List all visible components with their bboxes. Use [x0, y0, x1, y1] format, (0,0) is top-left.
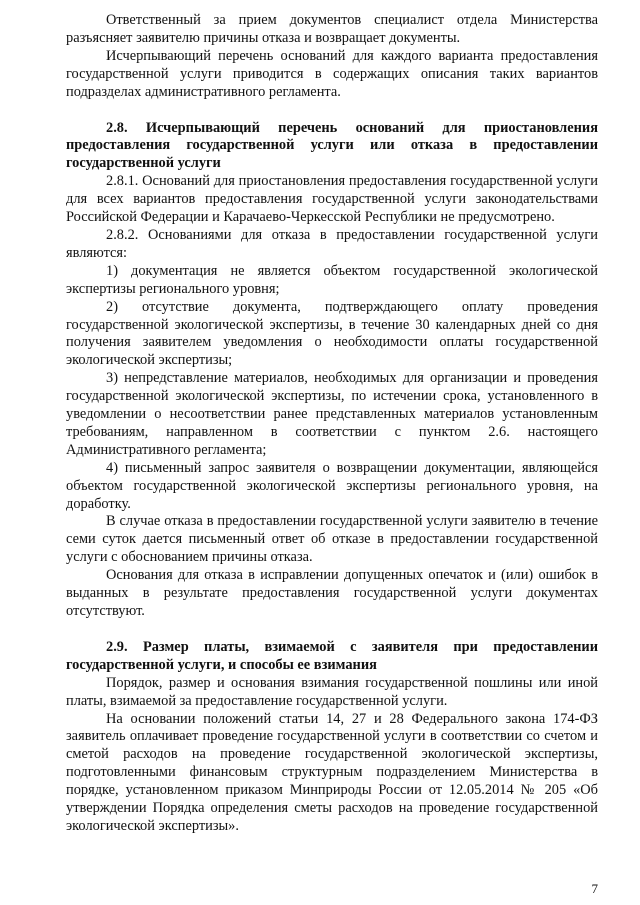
paragraph: Исчерпывающий перечень оснований для каждого варианта предоставления государственной услуги приводится в содержащих описания таких вариантов подразделах административного регламента. — [66, 47, 598, 100]
paragraph: На основании положений статьи 14, 27 и 28 Федерального закона 174-ФЗ заявитель оплачивает проведение государственной услуги в соответствии со счетом и сметой расходов на проведение государственной экологической экспертизы, подготовленными финансовым структурным подразделением Министерства в порядке, установленном приказом Минприроды России от 12.05.2014 № 205 «Об утверждении Порядка определения сметы расходов на проведение государственной экологической экспертизы». — [66, 710, 598, 834]
paragraph: Ответственный за прием документов специалист отдела Министерства разъясняет заявителю причины отказа и возвращает документы. — [66, 12, 598, 46]
list-item: 2) отсутствие документа, подтверждающего оплату проведения государственной экологической экспертизы, в течение 30 календарных дней со дня получения заявителем уведомления о необходимости оплаты государственной экологической экспертизы; — [66, 298, 598, 369]
paragraph: В случае отказа в предоставлении государственной услуги заявителю в течение семи суток дается письменный ответ об отказе в предоставлении государственной услуги с обоснованием причины отказа. — [66, 513, 598, 566]
paragraph: 2.8.2. Основаниями для отказа в предоставлении государственной услуги являются: — [66, 226, 598, 261]
list-item: 3) непредставление материалов, необходимых для организации и проведения государственной экологической экспертизы, по истечении срока, установленного в уведомлении о несоответствии ранее представленных материалов установленным требованиям, направленном в соответствии с пунктом 2.6. настоящего Административного регламента; — [66, 370, 598, 458]
paragraph: Порядок, размер и основания взимания государственной пошлины или иной платы, взимаемой за предоставление государственной услуги. — [66, 674, 598, 709]
section-heading-2-9: 2.9. Размер платы, взимаемой с заявителя при предоставлении государственной услуги, и способы ее взимания — [66, 638, 598, 673]
list-item: 1) документация не является объектом государственной экологической экспертизы регионального уровня; — [66, 262, 598, 297]
document-page — [66, 12, 598, 836]
paragraph: Основания для отказа в исправлении допущенных опечаток и (или) ошибок в выданных в результате предоставления государственной услуги документах отсутствуют. — [66, 567, 598, 619]
section-heading-2-8: 2.8. Исчерпывающий перечень оснований для приостановления предоставления государственной услуги или отказа в предоставлении государственной услуги — [66, 119, 598, 172]
paragraph: 2.8.1. Оснований для приостановления предоставления государственной услуги для всех вариантов предоставления государственной услуги законодательствами Российской Федерации и Карачаево-Черкесской Республики не предусмотрено. — [66, 173, 598, 226]
list-item: 4) письменный запрос заявителя о возвращении документации, являющейся объектом государственной экологической экспертизы регионального уровня, на доработку. — [66, 459, 598, 512]
page-number: 7 — [591, 881, 598, 896]
